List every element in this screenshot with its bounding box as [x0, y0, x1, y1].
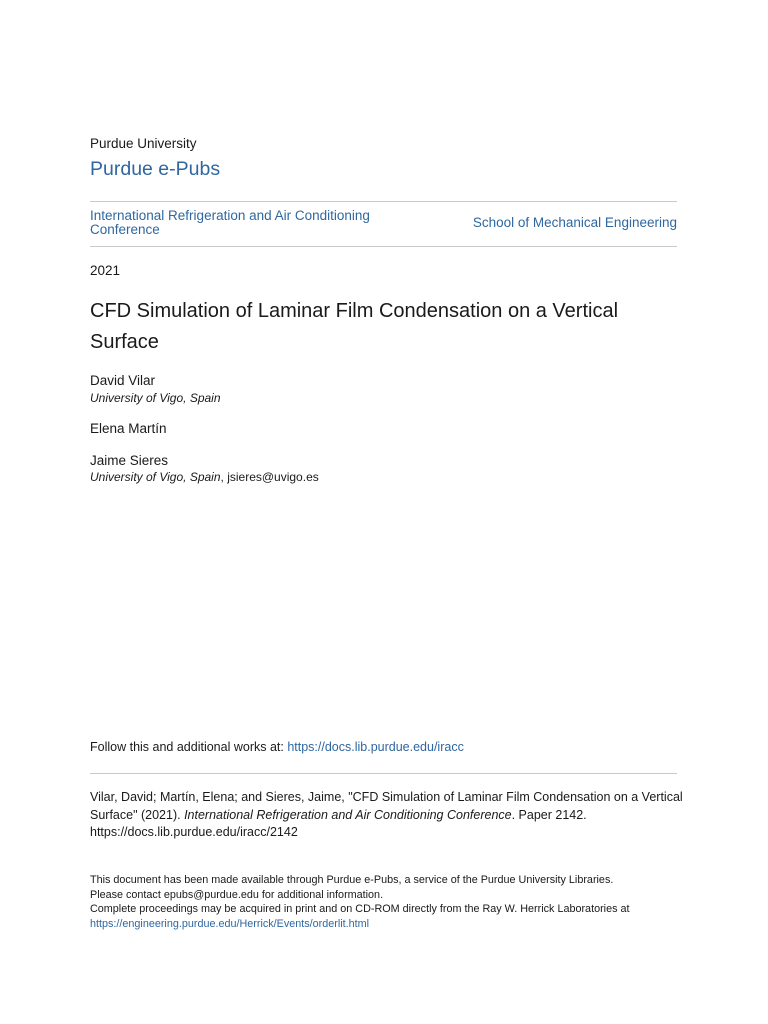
follow-line [90, 740, 464, 754]
author-email: jsieres@uvigo.es [227, 470, 319, 484]
divider-citation [90, 773, 677, 774]
citation-paper: . Paper 2142. [511, 807, 587, 822]
author-affiliation [90, 391, 221, 405]
affiliation-text: University of Vigo, Spain [90, 391, 221, 405]
affiliation-separator: , [220, 470, 228, 484]
paper-title: CFD Simulation of Laminar Film Condensation on a Vertical Surface [90, 300, 619, 353]
follow-text: Follow this and additional works at: [90, 740, 288, 754]
orderlit-link[interactable]: https://engineering.purdue.edu/Herrick/Events/orderlit.html [90, 917, 370, 930]
author-name: Jaime Sieres [90, 453, 169, 468]
citation-text: Vilar, David; Martín, Elena; and Sieres, Jaime, "CFD Simulation of Laminar Film Condensation on a Vertical Surface" (2021). [90, 790, 683, 822]
author-name: David Vilar [90, 373, 156, 388]
series-link-line2: Conference [90, 222, 160, 237]
series-link-iracc[interactable] [90, 209, 410, 237]
affiliation-text: University of Vigo, Spain [90, 470, 221, 484]
footer-line: This document has been made available through Purdue e-Pubs, a service of the Purdue University Libraries. [90, 874, 614, 886]
publication-year: 2021 [90, 263, 121, 278]
author-affiliation [90, 470, 319, 484]
recommended-citation [90, 789, 690, 842]
series-link-school[interactable]: School of Mechanical Engineering [472, 215, 677, 230]
institution-name: Purdue University [90, 136, 197, 151]
collection-link[interactable]: https://docs.lib.purdue.edu/iracc [287, 740, 464, 754]
divider-series [90, 246, 677, 247]
footer-line: Complete proceedings may be acquired in print and on CD-ROM directly from the Ray W. Herrick Laboratories at [90, 903, 630, 915]
repository-link[interactable]: Purdue e-Pubs [90, 158, 221, 180]
citation-conference: International Refrigeration and Air Conditioning Conference [184, 807, 512, 822]
author-name: Elena Martín [90, 421, 167, 436]
series-link-line1: International Refrigeration and Air Conditioning [90, 208, 370, 223]
citation-url: https://docs.lib.purdue.edu/iracc/2142 [90, 825, 298, 839]
footer-notice [90, 873, 690, 931]
footer-line: Please contact epubs@purdue.edu for additional information. [90, 888, 384, 901]
divider-top [90, 201, 677, 202]
